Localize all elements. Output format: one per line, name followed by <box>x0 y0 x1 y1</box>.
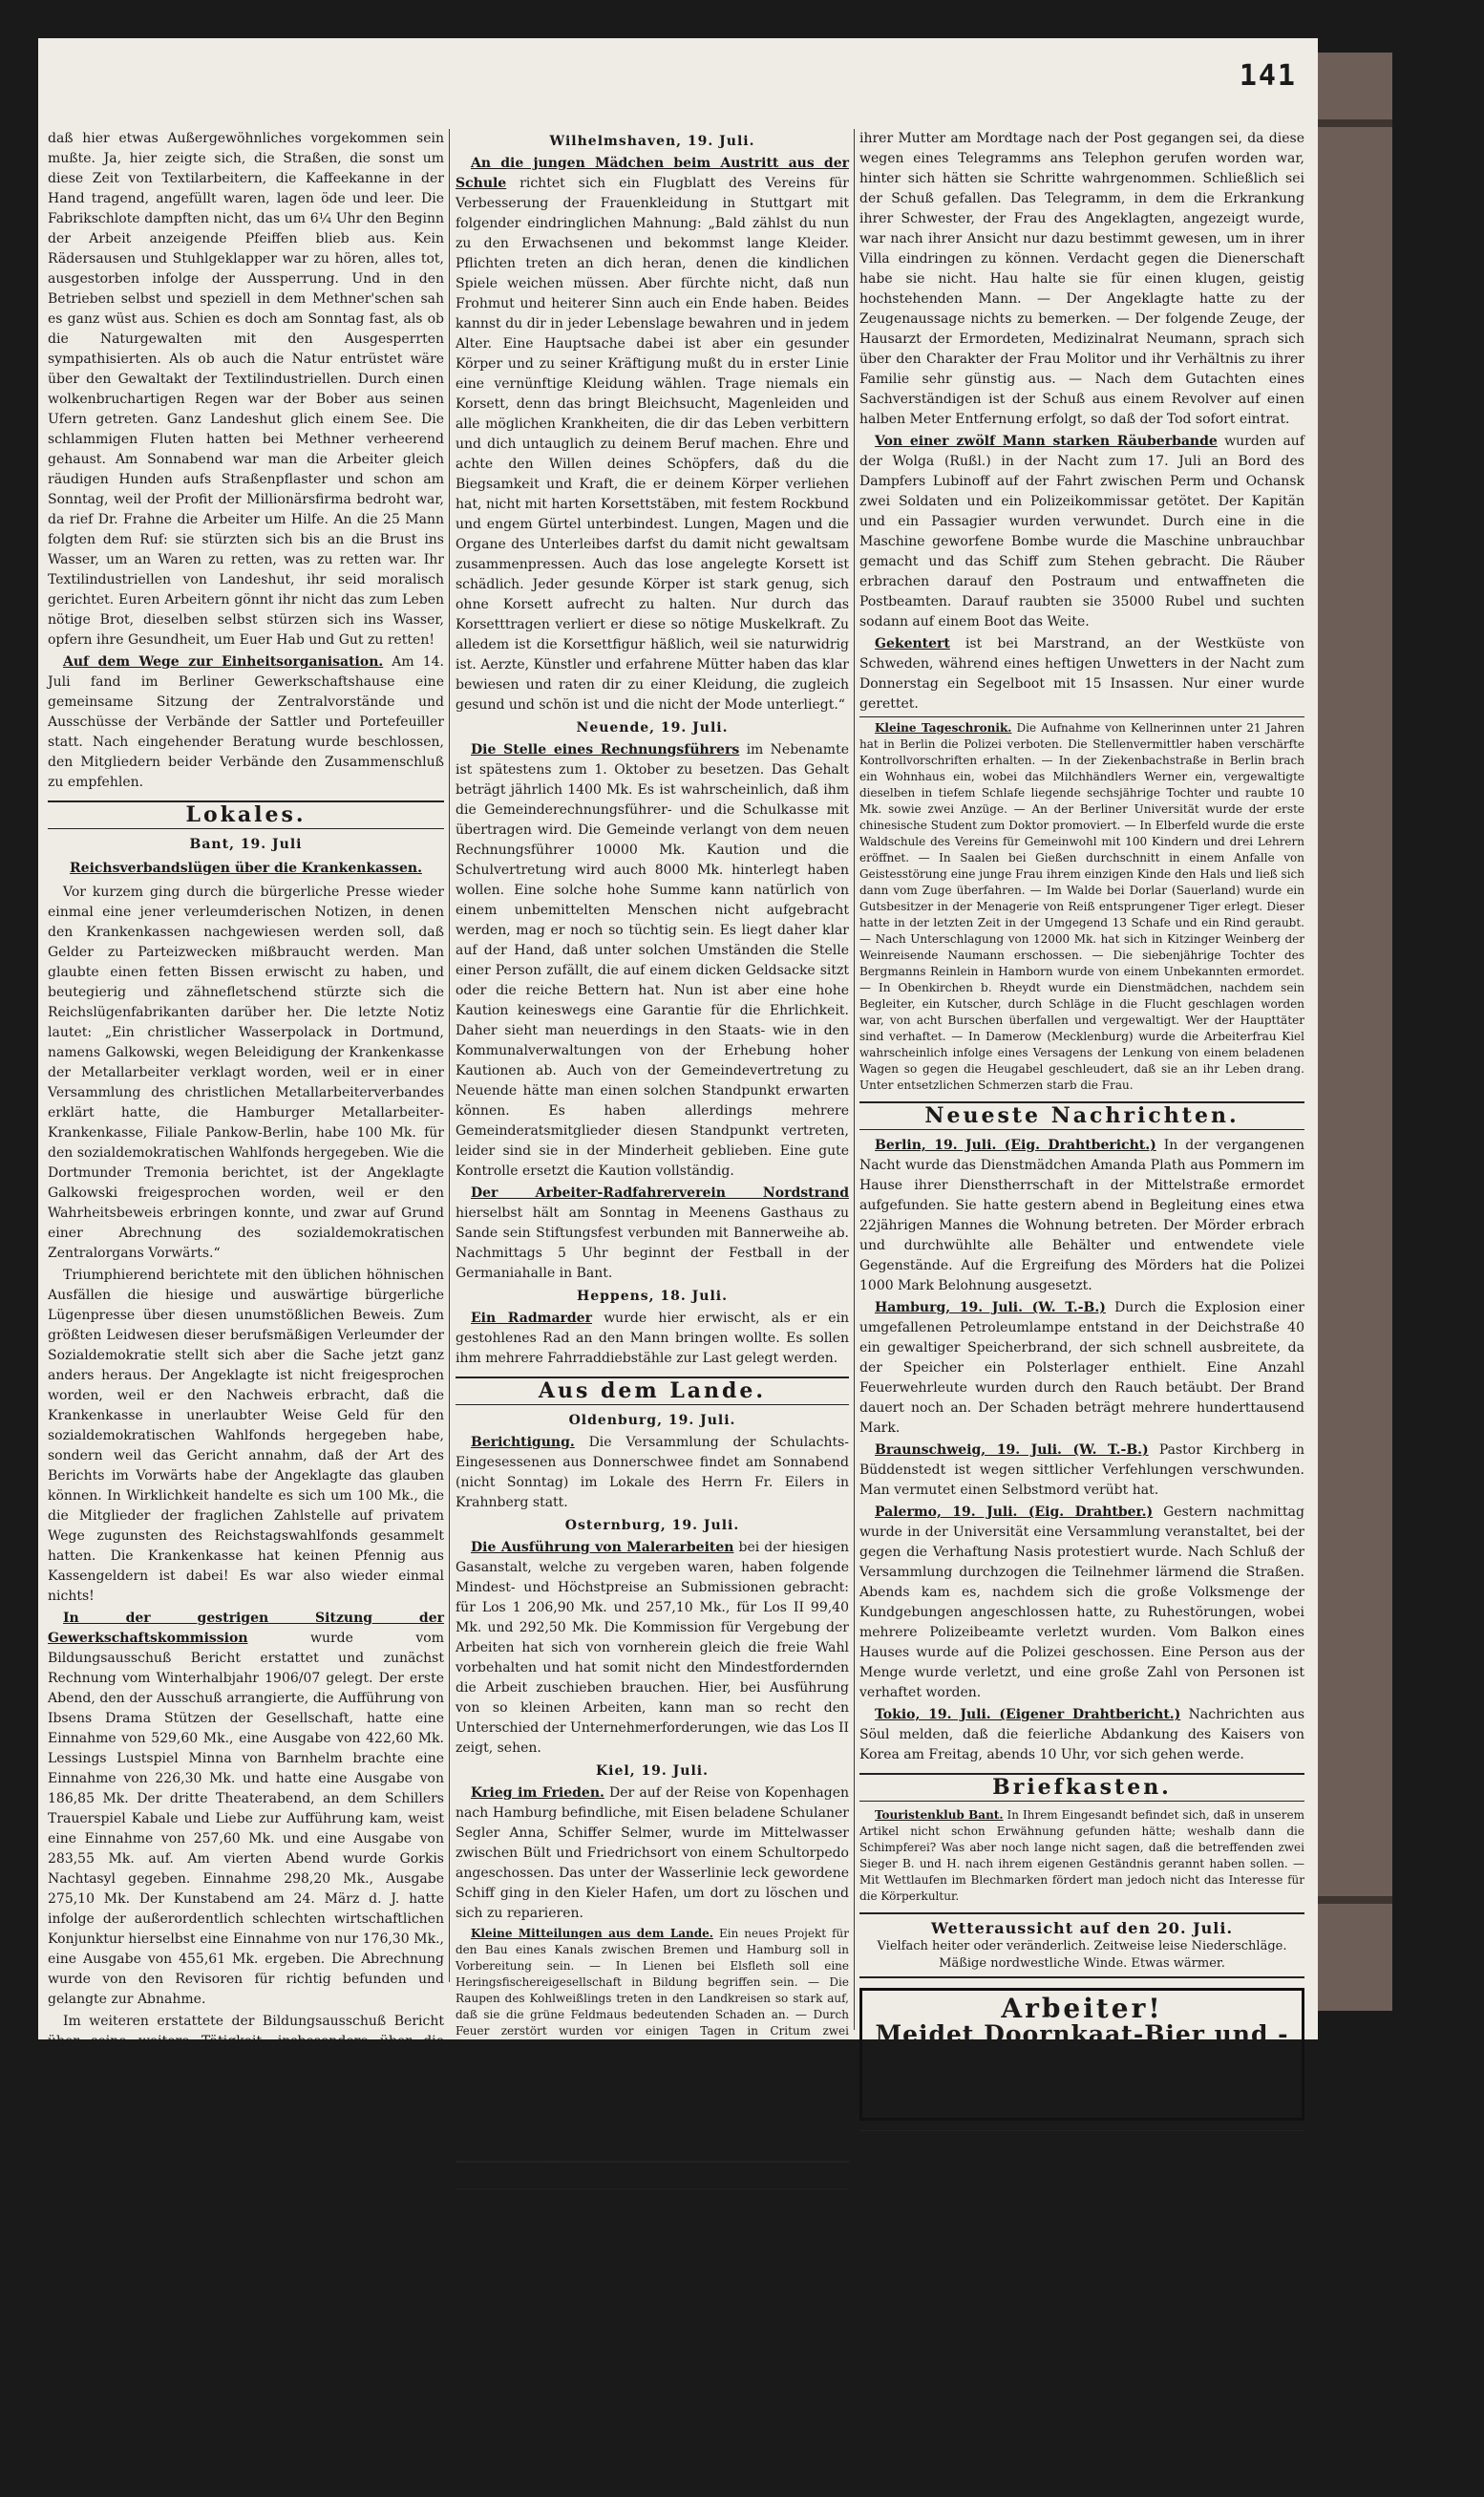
weather-box <box>859 1912 1304 1978</box>
letter-text: In Ihrem Eingesandt befindet sich, daß in unserem Artikel nicht schon Erwähnung gefunden hätte; weshalb dann die Schimpferei? Was aber noch lange nicht sagen, daß die betreffenden zwei Sieger B. und H. nach ihrem eigenen Geständnis gerannt haben sollen. — Mit Wettlaufen im Blechmarken fördert man jedoch nicht das Interesse für die Körperkultur. <box>859 1808 1304 1903</box>
dateline: Hamburg, 19. Juli. (W. T.-B.) <box>875 1300 1106 1315</box>
article-text: In der vergangenen Nacht wurde das Dienstmädchen Amanda Plath aus Pommern im Hause ihrer Dienstherrschaft in der Mittelstraße ermordet aufgefunden. Sie hatte gestern abend in Begleitung eines etwa 22jährigen Mannes die Wohnung betreten. Der Mörder erbrach und durchwühlte alle Behälter und entwendete viele Gegenstände. Auf die Ergreifung des Mörders hat die Polizei 1000 Mark Belohnung ausgesetzt. <box>859 1138 1304 1293</box>
section-heading-lokales: Lokales. <box>48 800 444 829</box>
article-text: Vor kurzem ging durch die bürgerliche Presse wieder einmal eine jener verleumderischen Notizen, in denen den Krankenkassen nachgewiesen werden soll, daß Gelder zu Parteizwecken mißbraucht werden. Man glaubte einen fetten Bissen erwischt zu haben, und beutegierig und zähnefletschend stürzte sich die Reichslügenfabrikanten darüber her. Die letzte Notiz lautet: „Ein christlicher Wasserpolack in Dortmund, namens Galkowski, wegen Beleidigung der Krankenkasse der Metallarbeiter verklagt worden, weil er in einer Versammlung des christlichen Metallarbeiterverbandes erklärt hatte, die Hamburger Metallarbeiter-Krankenkasse, Filiale Pankow-Berlin, habe 100 Mk. für den sozialdemokratischen Wahlfonds hergegeben. Wie die Dortmunder Tremonia berichtet, ist der Angeklagte Galkowski freigesprochen worden, weil er den Wahrheitsbeweis erbringen konnte, und zwar auf Grund einer Abrechnung des sozialdemokratischen Zentralorgans Vorwärts.“ <box>48 885 444 1261</box>
letter-recipient: Touristenklub Bant. <box>875 1808 1004 1822</box>
article-text: ist bei Marstrand, an der Westküste von Schweden, während eines heftigen Unwetters in der Nacht zum Donnerstag ein Segelboot mit 15 Insassen. Nur einer wurde gerettet. <box>859 636 1304 712</box>
dateline: Osternburg, 19. Juli. <box>564 1518 740 1533</box>
weather-text: Vielfach heiter oder veränderlich. Zeitweise leise Niederschläge. Mäßige nordwestliche Winde. Etwas wärmer. <box>877 1939 1287 1971</box>
column-rule-2 <box>854 129 855 2030</box>
small-news-headline: Kleine Tageschronik. <box>875 721 1012 735</box>
article-headline: An die jungen Mädchen beim Austritt aus der Schule <box>456 156 849 191</box>
supplement-note: Hierzu ein 2. Blatt und eine Beilage. <box>934 2174 1230 2191</box>
article-text: Nachrichten aus Söul melden, daß die feierliche Abdankung des Kaisers von Korea am Freitag, abends 10 Uhr, vor sich gehen werde. <box>859 1707 1304 1762</box>
article-text: Im weiteren wurde der Boykott der Doornkaatschen Getränke besprochen und darauf hingewiesen, den Boykott strengstens durchzuführen, um der gerechten Sache der Arbeiter zum Siege zu verhelfen. <box>48 2316 444 2392</box>
imprint: Verantwortl. Redakteur: R. Wagner in Bant. Verlag von Paul Hug in Bant. Rotationsdruck von Paul Hug & Co. in Bant. <box>859 2130 1304 2167</box>
dateline: Neuende, 19. Juli. <box>576 720 729 736</box>
book-spine <box>1313 53 1392 2011</box>
ad-title: Arbeiter! <box>1001 1993 1163 2024</box>
article-text: worden ist in der Verkaufsstelle I des Banter Konsumvereins ein größeres Geldstück. Dasselbe ist dort am vorigen Sonnabend von einer Frau verloren worden. Die Verliererin kann sich beim Lagerhalter Herrn Uhlers melden. <box>48 2399 444 2494</box>
article-headline: Im Karlsruher Mordprozeß Hau <box>471 2197 720 2212</box>
page-number: 141 <box>1239 59 1297 93</box>
article-headline: Krieg im Frieden. <box>471 1785 604 1801</box>
article-text: wurden auf der Wolga (Rußl.) in der Nacht zum 17. Juli an Bord des Dampfers Lubinoff auf der Fahrt zwischen Perm und Ochansk zwei Soldaten und ein Polizeikommissar getötet. Der Kapitän und ein Passagier wurden verwundet. Durch eine in die Maschine geworfene Bombe wurde die Maschine unbrauchbar gemacht und das Schiff zum Stehen gebracht. Die Räuber erbrachen darauf den Postraum und entwaffneten die Postbeamten. Darauf raubten sie 35000 Rubel und suchten sodann auf einem Boot das Weite. <box>859 434 1304 630</box>
article-text: Die Versammlung der Schulachts-Eingesessenen aus Donnerschwee findet am Sonnabend (nicht Sonntag) im Lokale des Herrn Fr. Eilers in Krahnberg statt. <box>456 1435 849 1510</box>
dateline: Wilhelmshaven, 19. Juli. <box>549 134 755 149</box>
dateline: Bant, 19. Juli <box>189 837 303 852</box>
article-headline: Die Stelle eines Rechnungsführers <box>471 742 740 758</box>
article-text: wurde hier erwischt, als er ein gestohlenes Rad an den Mann bringen wollte. Es sollen ihm mehrere Fahrraddiebstähle zur Last gelegt werden. <box>456 1311 849 1366</box>
article-text: Im weiteren erstattete der Bildungsausschuß Bericht über seine weitere Tätigkeit, insbesondere über die Vorarbeiten für das kommende Winterhalbjahr und über die geplante Vereinigung der Gewerkschaftsbibliotheken zu einer Zentralbibliothek. Sämtliche Gewerkschaften haben definitiv zugestimmt bis auf die Metallarbeiter und Buchdrucker, die zunächst noch eine genaue fixierte Grundlage erwarten. Nur die Maler haben definitiv abgelehnt. In der lebhaften Diskussion wurde dringend gewünscht, daß sich keine Gewerkschaft von der gewaltigen Bekundung gewerkschaftlicher Solidarität, die in der Schaffung einer Zentralbibliothek liegt, ausschließe. Die Sache wird erledigt werden. Die Verzeichnisse der einzelnen Bibliotheken am Arbeitersekretariat eingereicht sein. <box>48 2014 444 2310</box>
column-3 <box>859 129 1305 2191</box>
article-text: ihrer Mutter am Mordtage nach der Post gegangen sei, da diese wegen eines Telegramms ans Telephon gerufen worden war, hinter sich hätten sie Schritte wahrgenommen. Schließlich sei der Schuß gefallen. Das Telegramm, in dem die Erkrankung ihrer Schwester, der Frau des Angeklagten, angezeigt wurde, war nach ihrer Ansicht nur dazu bestimmt gewesen, um in ihrer Villa eindringen zu können. Verdacht gegen die Dienerschaft habe sie nicht. Hau halte sie für einen klugen, geistig hochstehenden Mann. — Der Angeklagte hatte zu der Zeugenaussage nichts zu bemerken. — Der folgende Zeuge, der Hausarzt der Ermordeten, Medizinalrat Neumann, sprach sich über den Charakter der Frau Molitor und ihr Verhältnis zu ihrer Familie sehr günstig aus. — Nach dem Gutachten eines Sachverständigen ist der Schuß aus einem Revolver auf einen halben Meter Entfernung erfolgt, so daß der Tod sofort eintrat. <box>859 131 1304 427</box>
ad-subline: solange die Doornkaats <box>974 2070 1190 2089</box>
dateline: Berlin, 19. Juli. (Eig. Drahtbericht.) <box>875 1138 1156 1153</box>
article-text: Am 14. Juli fand im Berliner Gewerkschaftshause eine gemeinsame Sitzung der Zentralvorstände und Ausschüsse der Verbände der Sattler und Portefeuiller statt. Nach eingehender Beratung wurde beschlossen, den Mitgliedern beider Verbände den Zusammenschluß zu empfehlen. <box>48 654 444 790</box>
column-rule-1 <box>449 129 450 1982</box>
article-headline: Die Ausführung von Malerarbeiten <box>471 1540 734 1555</box>
ad-subline: die organisierte Arbeiterschaft meiden. <box>901 2090 1262 2109</box>
article-headline: Auf dem Wege zur Einheitsorganisation. <box>63 654 384 670</box>
column-1 <box>48 129 444 2494</box>
article-text: Pastor Kirchberg in Büddenstedt ist wegen sittlicher Verfehlungen verschwunden. Man vermutet einen Selbstmord verübt hat. <box>859 1442 1305 1498</box>
newspaper-page <box>38 38 1318 2494</box>
article-text: Durch die Explosion einer umgefallenen Petroleumlampe entstand in der Deichstraße 40 ein gewaltiger Speicherbrand, der sich schnell ausbreitete, da der Speicher ein Polsterlager enthielt. Eine Anzahl Feuerwehrleute wurden durch den Rauch betäubt. Der Brand dauert noch an. Der Schaden beträgt mehrere hunderttausend Mark. <box>859 1300 1304 1436</box>
article-text: im Nebenamte ist spätestens zum 1. Oktober zu besetzen. Das Gehalt beträgt jährlich 1400 Mk. Es ist wahrscheinlich, daß ihm die Gemeinderechnungsführer- und die Schulkasse mit übertragen wird. Die Gemeinde verlangt von dem neuen Rechnungsführer 10000 Mk. Kaution und die Schulvertretung wird auch 8000 Mk. hinterlegt haben wollen. Eine solche hohe Summe kann natürlich von einem unbemittelten Menschen nicht aufgebracht werden, mag er noch so tüchtig sein. Es liegt daher klar auf der Hand, daß unter solchen Umständen die Stelle einer Person zufällt, die auf einem dicken Geldsacke sitzt oder die reiche Bettern hat. Nun ist aber eine hohe Kaution keineswegs eine Garantie für die Ehrlichkeit. Daher sieht man neuerdings in den Staats- wie in den Kommunalverwaltungen von der Erhebung hoher Kautionen ab. Auch von der Gemeindevertretung zu Neuende hätte man einen solchen Standpunkt erwarten können. Es haben allerdings mehrere Gemeinderatsmitglieder diesen Standpunkt vertreten, leider sind sie in der Minderheit geblieben. Eine gute Kontrolle ersetzt die Kaution vollständig. <box>456 742 849 1179</box>
dateline: Heppens, 18. Juli. <box>577 1289 728 1304</box>
weather-title: Wetteraussicht auf den 20. Juli. <box>930 1919 1234 1937</box>
article-headline: Von einer zwölf Mann starken Räuberbande <box>875 434 1218 449</box>
small-news-headline: Kleine Mitteilungen aus dem Lande. <box>471 1927 713 1940</box>
article-text: bei der hiesigen Gasanstalt, welche zu vergeben waren, haben folgende Mindest- und Höchstpreise an Submissionen gebracht: für Los 1 206,90 Mk. und 257,10 Mk., für Los II 99,40 Mk. und 292,50 Mk. Die Kommission für Vergebung der Arbeiten hat sich von vornherein gleich die freie Wahl vorbehalten und hat somit nicht den Mindestfordernden die Arbeit zuschieben brauchen. Hier, bei Ausführung von so kleinen Arbeiten, kann man so recht den Unterschied der Unternehmerforderungen, wie das Los II zeigt, sehen. <box>456 1540 850 1756</box>
article-headline: Ein Radmarder <box>471 1311 592 1326</box>
section-heading-aus-dem-lande: Aus dem Lande. <box>456 1377 849 1405</box>
article-headline: Reichsverbandslügen über die Krankenkassen. <box>70 861 422 876</box>
article-headline: Gekentert <box>875 636 950 651</box>
article-text: richtet sich ein Flugblatt des Vereins für Verbesserung der Frauenkleidung in Stuttgart mit folgender eindringlichen Mahnung: „Bald zählst du nun zu den Erwachsenen und bekommst lange Kleider. Pflichten treten an dich heran, denen die kindlichen Spiele weichen müssen. Aber fürchte nicht, daß nun Frohmut und heiterer Sinn auch ein Ende haben. Beides kannst du dir in jeder Lebenslage bewahren und in jedem Alter. Eine Hauptsache dabei ist aber ein gesunder Körper und zu seiner Kräftigung mußt du in erster Linie eine vernünftige Kleidung wählen. Trage niemals ein Korsett, denn das bringt Bleichsucht, Magenleiden und alle möglichen Krankheiten, die dir das Leben verbittern und dich untauglich zu deinem Beruf machen. Ehre und achte den Willen deines Schöpfers, daß du die Biegsamkeit und Kraft, die er deinem Körper verliehen hat, nicht mit harten Korsettstäben, mit festem Rockbund und engem Gürtel unterbindest. Lungen, Magen und die Organe des Unterleibes darfst du damit nicht gewaltsam zusammenpressen. Auch das lose angelegte Korsett ist schädlich. Jeder gesunde Körper ist stark genug, sich ohne Korsett aufrecht zu halten. Nur durch das Korsetttragen verliert er diese so nötige Muskelkraft. Zu alledem ist die Korsettfigur häßlich, weil sie naturwidrig ist. Aerzte, Künstler und erfahrene Mütter haben das klar bewiesen und raten dir zu einer Kleidung, die zugleich gesund und schön ist und die nicht der Mode unterliegt.“ <box>456 176 849 713</box>
article-headline: Berichtigung. <box>471 1435 575 1450</box>
boycott-advertisement <box>859 1988 1304 2121</box>
dateline: Kiel, 19. Juli. <box>595 1763 709 1779</box>
article-text: wurde vom Bildungsausschuß Bericht erstattet und zunächst Rechnung vom Winterhalbjahr 1906/07 gelegt. Der erste Abend, den der Ausschuß arrangierte, die Aufführung von Ibsens Drama Stützen der Gesellschaft, hatte eine Einnahme von 529,60 Mk., eine Ausgabe von 422,60 Mk. Lessings Lustspiel Minna von Barnhelm brachte eine Einnahme von 226,30 Mk. und hatte eine Ausgabe von 186,85 Mk. Der dritte Theaterabend, an dem Schillers Trauerspiel Kabale und Liebe zur Aufführung kam, weist eine Einnahme von 257,60 Mk. und eine Ausgabe von 283,55 Mk. auf. Am vierten Abend wurde Gorkis Nachtasyl gegeben. Einnahme 298,20 Mk., Ausgabe 275,10 Mk. Der Kunstabend am 24. März d. J. hatte infolge der außerordentlich schlechten wirtschaftlichen Konjunktur hierselbst eine Einnahme von nur 176,30 Mk., eine Ausgabe von 455,61 Mk. ergeben. Die Abrechnung wurde von den Revisoren für richtig befunden und gelangte zur Abnahme. <box>48 1631 444 2007</box>
dateline: Braunschweig, 19. Juli. (W. T.-B.) <box>875 1442 1149 1458</box>
section-heading-briefkasten: Briefkasten. <box>859 1773 1304 1802</box>
column-2 <box>456 129 850 2413</box>
article-headline: In der gestrigen Sitzung der Gewerkschaftskommission <box>48 1611 444 1646</box>
dateline: Oldenburg, 19. Juli. <box>568 1413 736 1428</box>
ad-main-line: Meidet Doornkaat-Bier und -Schnaps <box>875 2020 1289 2068</box>
article-text: Triumphierend berichtete mit den üblichen höhnischen Ausfällen die hiesige und auswärtige bürgerliche Lügenpresse über diesen unumstößlichen Beweis. Zum größten Leidwesen dieser berufsmäßigen Verleumder der Sozialdemokratie stellt sich aber die Sache jetzt ganz anders heraus. Der Angeklagte ist nicht freigesprochen worden, weil er den Nachweis erbracht, daß die Krankenkasse in unerlaubter Weise Geld für den sozialdemokratischen Wahlfonds hergegeben habe, sondern weil das Gericht annahm, daß der Art des Berichts im Vorwärts habe der Angeklagte das glauben können. In Wirklichkeit handelte es sich um 100 Mk., die die Mitglieder der fraglichen Zahlstelle auf privatem Wege zugunsten des Reichstagswahlfonds gesammelt hatten. Die Krankenkasse hat keinen Pfennig aus Kassengeldern ist dabei! Es war also wieder einmal nichts! <box>48 1268 444 1604</box>
small-news-text: Ein neues Projekt für den Bau eines Kanals zwischen Bremen und Hamburg soll in Vorbereitung sein. — In Lienen bei Elsfleth soll eine Heringsfischereigesellschaft in Bildung begriffen sein. — Die Raupen des Kohlweißlings treten in den Landkreisen so stark auf, daß sie die grüne Feldmaus bedeutenden Schaden an. — Durch Feuer zerstört wurden vor einigen Tagen in Critum zwei landwirtschaftliche Häuser. — Ein Zuckerfabrikant im Gerichtsgefängnis Ergerie sah zwar sog. sich der Arbeiter Hollwurtel in Nenndorf derartige Verletzungen zu, daß er alsbald verstarb. — In Holzkamp wurde vor Dienstag auf Anregung des Bäckermeisters Heuer in Farge die Augen mit Pech verschmiert, wodurch das Tier wahrscheinlich die Sehkraft verlieren wird. Von dem Rohling fehlt jede Spur. <box>456 1927 849 2151</box>
article-headline: Der Arbeiter-Radfahrerverein Nordstrand <box>471 1185 849 1201</box>
article-text: hierselbst hält am Sonntag in Meenens Gasthaus zu Sande sein Stiftungsfest verbunden mit Bannerweihe ab. Nachmittags 5 Uhr beginnt der Festball in der Germaniahalle in Bant. <box>456 1206 849 1281</box>
dateline: Palermo, 19. Juli. (Eig. Drahtber.) <box>875 1505 1154 1520</box>
article-text: Der auf der Reise von Kopenhagen nach Hamburg befindliche, mit Eisen beladene Schulaner Segler Anna, Schiffer Selmer, wurde im Mittelwasser zwischen Bült und Friedrichsort von einem Schultorpedo angeschossen. Das unter der Wasserlinie leck gewordene Schiff ging in den Kieler Hafen, um dort zu löschen und sich zu reparieren. <box>456 1785 850 1921</box>
article-text: wurde am ersten Tage, am 17. Juli, vormittags die Vernehmung des Angeklagten beendet. Seinen Aufenthalt in Karlsruhe am Mordtage und seine Verkleidung leugnete er nicht; über den Zweck seiner Reise nach Karlsruhe und die näheren Umstände ein. — In der Nachmittagssitzung wurde die Zeugenvernehmung begonnen. Eine Anzahl Zeugen haben den Mann mit dem falschen schwarzen Barte gesehen. Sie erkennen Hau wieder. — Die 26 Jahre alte Zeugin Olga Molitor, die Schwägerin des Angeklagten, wurde unvereidet vernommen. Sie erzählte, wie sie mit <box>456 2197 849 2413</box>
small-news-text: Die Aufnahme von Kellnerinnen unter 21 Jahren hat in Berlin die Polizei verboten. Die Stellenvermittler haben verschärfte Kontrollvorschriften erhalten. — In der Ziekenbachstraße in Berlin brach ein Wohnhaus ein, wobei das Milchhändlers Werner ein, vergewaltigte dieselben in tiefem Schlafe liegende sechsjährige Tochter und raubte 10 Mk. sowie zwei Anzüge. — An der Berliner Universität wurde der erste chinesische Student zum Doktor promoviert. — In Elberfeld wurde die erste Waldschule des Vereins für Gemeinwohl mit 100 Kindern und drei Lehrern eröffnet. — In Saalen bei Gießen durchschnitt in einem Anfalle von Geistesstörung eine junge Frau ihrem einzigen Kinde den Hals und ließ sich dann vom Zuge überfahren. — Im Walde bei Dorlar (Sauerland) wurde ein Gutsbesitzer in der Menagerie von Reiß entsprungener Tiger erlegt. Dieser hatte in der letzten Zeit in der Umgegend 13 Schafe und ein Rind geraubt. — Nach Unterschlagung von 12000 Mk. hat sich in Kitzinger Weinberg der Weinreisende Naumann erschossen. — Die siebenjährige Tochter des Bergmanns Reinlein in Hamborn wurde von einem Unbekannten ermordet. — In Obenkirchen b. Rheydt wurde ein Dienstmädchen, nachdem sein Begleiter, ein Kutscher, durch Schläge in die Flucht geschlagen worden war, von acht Burschen überfallen und vergewaltigt. Wer der Haupttäter sind verhaftet. — In Damerow (Mecklenburg) wurde die Arbeiterfrau Kiel wahrscheinlich infolge eines Versagens der Lenkung von einem beladenen Wagen so gegen die Heugabel geschleudert, daß sie an ihr Leben drang. Unter entsetzlichen Schmerzen starb die Frau. <box>859 721 1304 1092</box>
article-headline: Gefunden <box>63 2399 137 2414</box>
article-text: Gestern nachmittag wurde in der Universität eine Versammlung veranstaltet, bei der gegen die Verhaftung Nasis protestiert wurde. Nach Schluß der Versammlung durchzogen die Teilnehmer lärmend die Straßen. Abends kam es, nachdem sich die große Volksmenge der Kundgebungen angeschlossen hatte, zu Ruhestörungen, wobei mehrere Polizeibeamte verletzt wurden. Vom Balkon eines Hauses wurde auf die Polizei geschossen. Eine Person aus der Menge wurde verletzt, und eine große Zahl von Personen ist verhaftet worden. <box>859 1505 1304 1700</box>
section-heading-aus-aller-welt: Aus aller Welt. <box>456 2161 849 2189</box>
section-heading-neueste-nachrichten: Neueste Nachrichten. <box>859 1101 1304 1130</box>
article-text: daß hier etwas Außergewöhnliches vorgekommen sein mußte. Ja, hier zeigte sich, die Straßen, die sonst um diese Zeit von Textilarbeitern, die Kaffeekanne in der Hand tragend, angefüllt waren, lagen öde und leer. Die Fabrikschlote dampften nicht, das um 6¼ Uhr den Beginn der Arbeit anzeigende Pfeiffen blieb aus. Kein Rädersausen und Stuhlgeklapper war zu hören, alles tot, ausgestorben infolge der Aussperrung. Und in den Betrieben selbst und speziell in dem Methner'schen sah es ganz wüst aus. Schien es doch am Sonntag fast, als ob die Naturgewalten mit den Ausgesperrten sympathisierten. Als ob auch die Natur entrüstet wäre über den Gewaltakt der Textilindustriellen. Durch einen wolkenbruchartigen Regen war der Bober aus seinen Ufern getreten. Ganz Landeshut glich einem See. Die schlammigen Fluten hatten bei Methner verheerend gehaust. Am Sonnabend war man die Arbeiter gleich räudigen Hunden aufs Straßenpflaster und schon am Sonntag, weil der Profit der Millionärsfirma bedroht war, da rief Dr. Frahne die Arbeiter um Hilfe. An die 25 Mann folgten dem Ruf: sie stürzten sich bis an die Brust ins Wasser, um an Waren zu retten, was zu retten war. Ihr Textilindustriellen von Landeshut, ihr seid moralisch gerichtet. Euren Arbeitern gönnt ihr nicht das zum Leben nötige Brot, dieselben selbst stürzen sich ins Wasser, opfern ihre Gesundheit, um Euer Hab und Gut zu retten! <box>48 131 444 648</box>
dateline: Tokio, 19. Juli. (Eigener Drahtbericht.) <box>875 1707 1181 1722</box>
